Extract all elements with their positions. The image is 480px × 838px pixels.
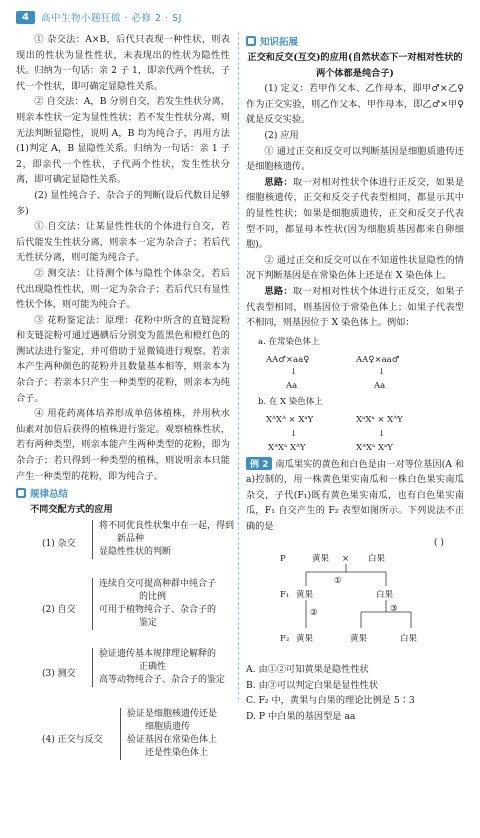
phenotype: 白果 xyxy=(368,554,386,565)
label-silu: 思路： xyxy=(264,176,293,188)
mindmap-item: 的比例 xyxy=(139,591,167,602)
page-header xyxy=(16,10,182,24)
phenotype: 黄果 xyxy=(312,554,330,565)
phenotype: 白果 xyxy=(376,590,394,601)
mindmap-item: 鉴定 xyxy=(139,617,158,628)
cross-formula: AA♀×aa♂ xyxy=(356,354,400,365)
phenotype: 黄果 xyxy=(350,634,368,645)
pumpkin-cross-diagram xyxy=(246,550,464,662)
option-d: D. P 中白果的基因型是 aa xyxy=(246,711,356,723)
left-column xyxy=(16,32,235,838)
down-arrow-icon: ↓ xyxy=(378,428,386,439)
mindmap-item: 新品种 xyxy=(117,533,145,544)
generation-label: F₁ xyxy=(280,590,290,601)
label-silu: 思路： xyxy=(264,285,293,297)
mating-methods-mindmap xyxy=(16,518,235,838)
paragraph: ② 测交法：让待测个体与隐性个体杂交，若后代出现隐性性状，则一定为杂合子；若后代只有显性性状个体，则可能为纯合子。 xyxy=(16,267,230,311)
paragraph: (2) 显性纯合子、杂合子的判断(设后代数目足够多) xyxy=(16,189,230,217)
section-title: 知识拓展 xyxy=(260,37,299,48)
paragraph: ① 自交法：让某显性性状的个体进行自交，若后代能发生性状分离，则亲本一定为杂合子；若后代无性状分离，则可能为纯合子。 xyxy=(16,221,230,264)
step-number: ③ xyxy=(390,604,398,615)
step-number: ① xyxy=(334,576,342,587)
knowledge-icon xyxy=(246,36,256,46)
paragraph: ④ 用花药离体培养形成单倍体植株，并用秋水仙素对加倍后获得的植株进行鉴定。观察植株性状，若有两种类型，则亲本能产生两种类型的花粉，即为杂合子；若只得到一种类型的植株，则说明亲本只能产生一种类型的花粉，即为纯合子。 xyxy=(16,408,230,482)
cross-formula: XᵃXᵃ × XᴬY xyxy=(356,414,403,425)
mindmap-item: 验证是细胞核遗传还是 xyxy=(127,708,218,719)
mindmap-item: 将不同优良性状集中在一起，得到 xyxy=(99,520,235,531)
section-heading xyxy=(246,34,464,48)
cross-formula: AA♂×aa♀ xyxy=(266,354,310,365)
paragraph xyxy=(246,284,464,331)
down-arrow-icon: ↓ xyxy=(290,366,298,377)
phenotype: 黄果 xyxy=(296,634,314,645)
mindmap-label: (3) 测交 xyxy=(42,668,76,679)
paragraph: ③ 花粉鉴定法：原理：花粉中所含的直链淀粉和支链淀粉可通过遇碘后分别变为蓝黑色和橙红色的测试法进行鉴定，并可借助于显微镜进行观察。若亲本产生两种颜色的花粉并且数量基本相等，则亲本为杂合子；若亲本只产生一种类型的花粉，则亲本为纯合子。 xyxy=(16,314,230,404)
phenotype: 白果 xyxy=(400,634,418,645)
text: 取一对相对性状个体进行正反交，如果子代表型相同，则基因位于常染色体上；如果子代表型不相同，则基因位于 X 染色体上。例如： xyxy=(246,285,465,329)
options-list xyxy=(246,662,464,724)
cross-symbol: × xyxy=(342,554,350,565)
mindmap-item: 细胞质遗传 xyxy=(145,721,191,732)
paragraph: ② 自交法：A，B 分别自交，若发生性状分离，则亲本性状一定为显性性状；若不发生性状分离，则无法判断显隐性，说明 A，B 均为纯合子，再用方法(1)判定 A，B 显隐性关系。归纳为一句话：亲 1 子 2，即亲代一个性状，子代两个性状，发生性状分离，即可确定显隐性关系。 xyxy=(16,96,230,186)
mindmap-label: (4) 正交与反交 xyxy=(42,734,103,745)
example-question xyxy=(246,457,464,535)
paragraph: (1) 定义：若甲作父本、乙作母本，即甲♂×乙♀作为正交实验，则乙作父本、甲作母本，即乙♂×甲♀就是反交实验。 xyxy=(246,83,464,126)
down-arrow-icon: ↓ xyxy=(290,428,298,439)
offspring: Aa xyxy=(286,380,298,391)
paragraph: ① 通过正交和反交可以判断基因是细胞质遗传还是细胞核遗传。 xyxy=(246,145,464,173)
option-c: C. F₂ 中，黄果与白果的理论比例是 5∶3 xyxy=(246,695,415,707)
mindmap-label: (2) 自交 xyxy=(42,604,76,615)
paragraph: (2) 应用 xyxy=(264,129,299,141)
mindmap-branch xyxy=(92,648,225,687)
subsection-heading: 正交和反交(互交)的应用(自然状态下一对相对性状的两个体都是纯合子) xyxy=(247,52,463,79)
mindmap-branch xyxy=(120,708,217,760)
summary-icon xyxy=(16,488,26,498)
answer-blank: ( ) xyxy=(433,536,444,548)
text: 取一对相对性状个体进行正反交，如果是细胞核遗传，正交和反交子代表型相同，都显示其中的显性性状；如果是细胞质遗传，正交和反交子代表型不同，都显母本性状(因为细胞质基因都来自卵细胞)。 xyxy=(246,176,465,251)
mindmap-branch xyxy=(92,520,234,559)
step-number: ② xyxy=(310,608,318,619)
paragraph: ② 通过正交和反交可以在不知道性状显隐性的情况下判断基因是在常染色体上还是在 X 染色体上。 xyxy=(246,254,464,282)
phenotype: 黄果 xyxy=(296,590,314,601)
mindmap-title: 不同交配方式的应用 xyxy=(30,504,113,516)
section-title: 规律总结 xyxy=(30,489,69,501)
mindmap-item: 高等动物纯合子、杂合子的鉴定 xyxy=(99,674,226,685)
mindmap-branch xyxy=(92,578,216,630)
offspring: Aa xyxy=(374,380,386,391)
offspring: XᴬXᵃ XᴬY xyxy=(268,442,306,453)
paragraph xyxy=(246,175,464,253)
mindmap-item: 正确性 xyxy=(139,661,167,672)
book-title: 高中生物小题狂做 · 必修 2 · SJ xyxy=(40,13,182,24)
example-label: b. 在 X 染色体上 xyxy=(258,396,323,407)
mindmap-item: 还是性染色体上 xyxy=(145,747,209,758)
generation-label: F₂ xyxy=(280,634,290,645)
example-tag: 例 2 xyxy=(246,457,272,470)
option-a: A. 由①②可知黄果是隐性性状 xyxy=(246,664,369,676)
paragraph: ① 杂交法：A×B，后代只表现一种性状，则表现出的性状为显性性状，未表现出的性状为隐性性状。归纳为一句话：亲 2 子 1，即亲代两个性状，子代一个性状，即可确定显隐性关系。 xyxy=(16,34,230,92)
mindmap-item: 显隐性性状的判断 xyxy=(99,546,172,557)
question-text: 南瓜果实的黄色和白色是由一对等位基因(A 和 a)控制的，用一株黄色果实南瓜和一株白色果实南瓜杂交，子代(F₁)既有黄色果实南瓜，也有白色果实南瓜，F₁ 自交产生的 F₂ 表型如图所示。下列说法不正确的是 xyxy=(246,458,465,533)
offspring: XᴬXᵃ XᵃY xyxy=(356,442,393,453)
right-column xyxy=(246,32,464,725)
mindmap-item: 验证遗传基本规律理论解释的 xyxy=(99,648,217,659)
page-number: 4 xyxy=(16,11,35,24)
autosomal-example xyxy=(246,335,464,427)
example-label: a. 在常染色体上 xyxy=(258,336,320,347)
mindmap-label: (1) 杂交 xyxy=(42,538,76,549)
generation-label: P xyxy=(280,554,286,565)
mindmap-item: 可用于植物纯合子、杂合子的 xyxy=(99,604,217,615)
option-b: B. 由③可以判定白果是显性性状 xyxy=(246,679,379,691)
x-linked-offspring xyxy=(246,427,464,457)
down-arrow-icon: ↓ xyxy=(378,366,386,377)
mindmap-item: 验证基因在常染色体上 xyxy=(127,734,218,745)
column-divider xyxy=(238,32,239,700)
section-heading xyxy=(16,486,230,500)
mindmap-item: 连续自交可提高种群中纯合子 xyxy=(99,578,217,589)
cross-formula: XᴬXᴬ × XᵃY xyxy=(266,414,314,425)
